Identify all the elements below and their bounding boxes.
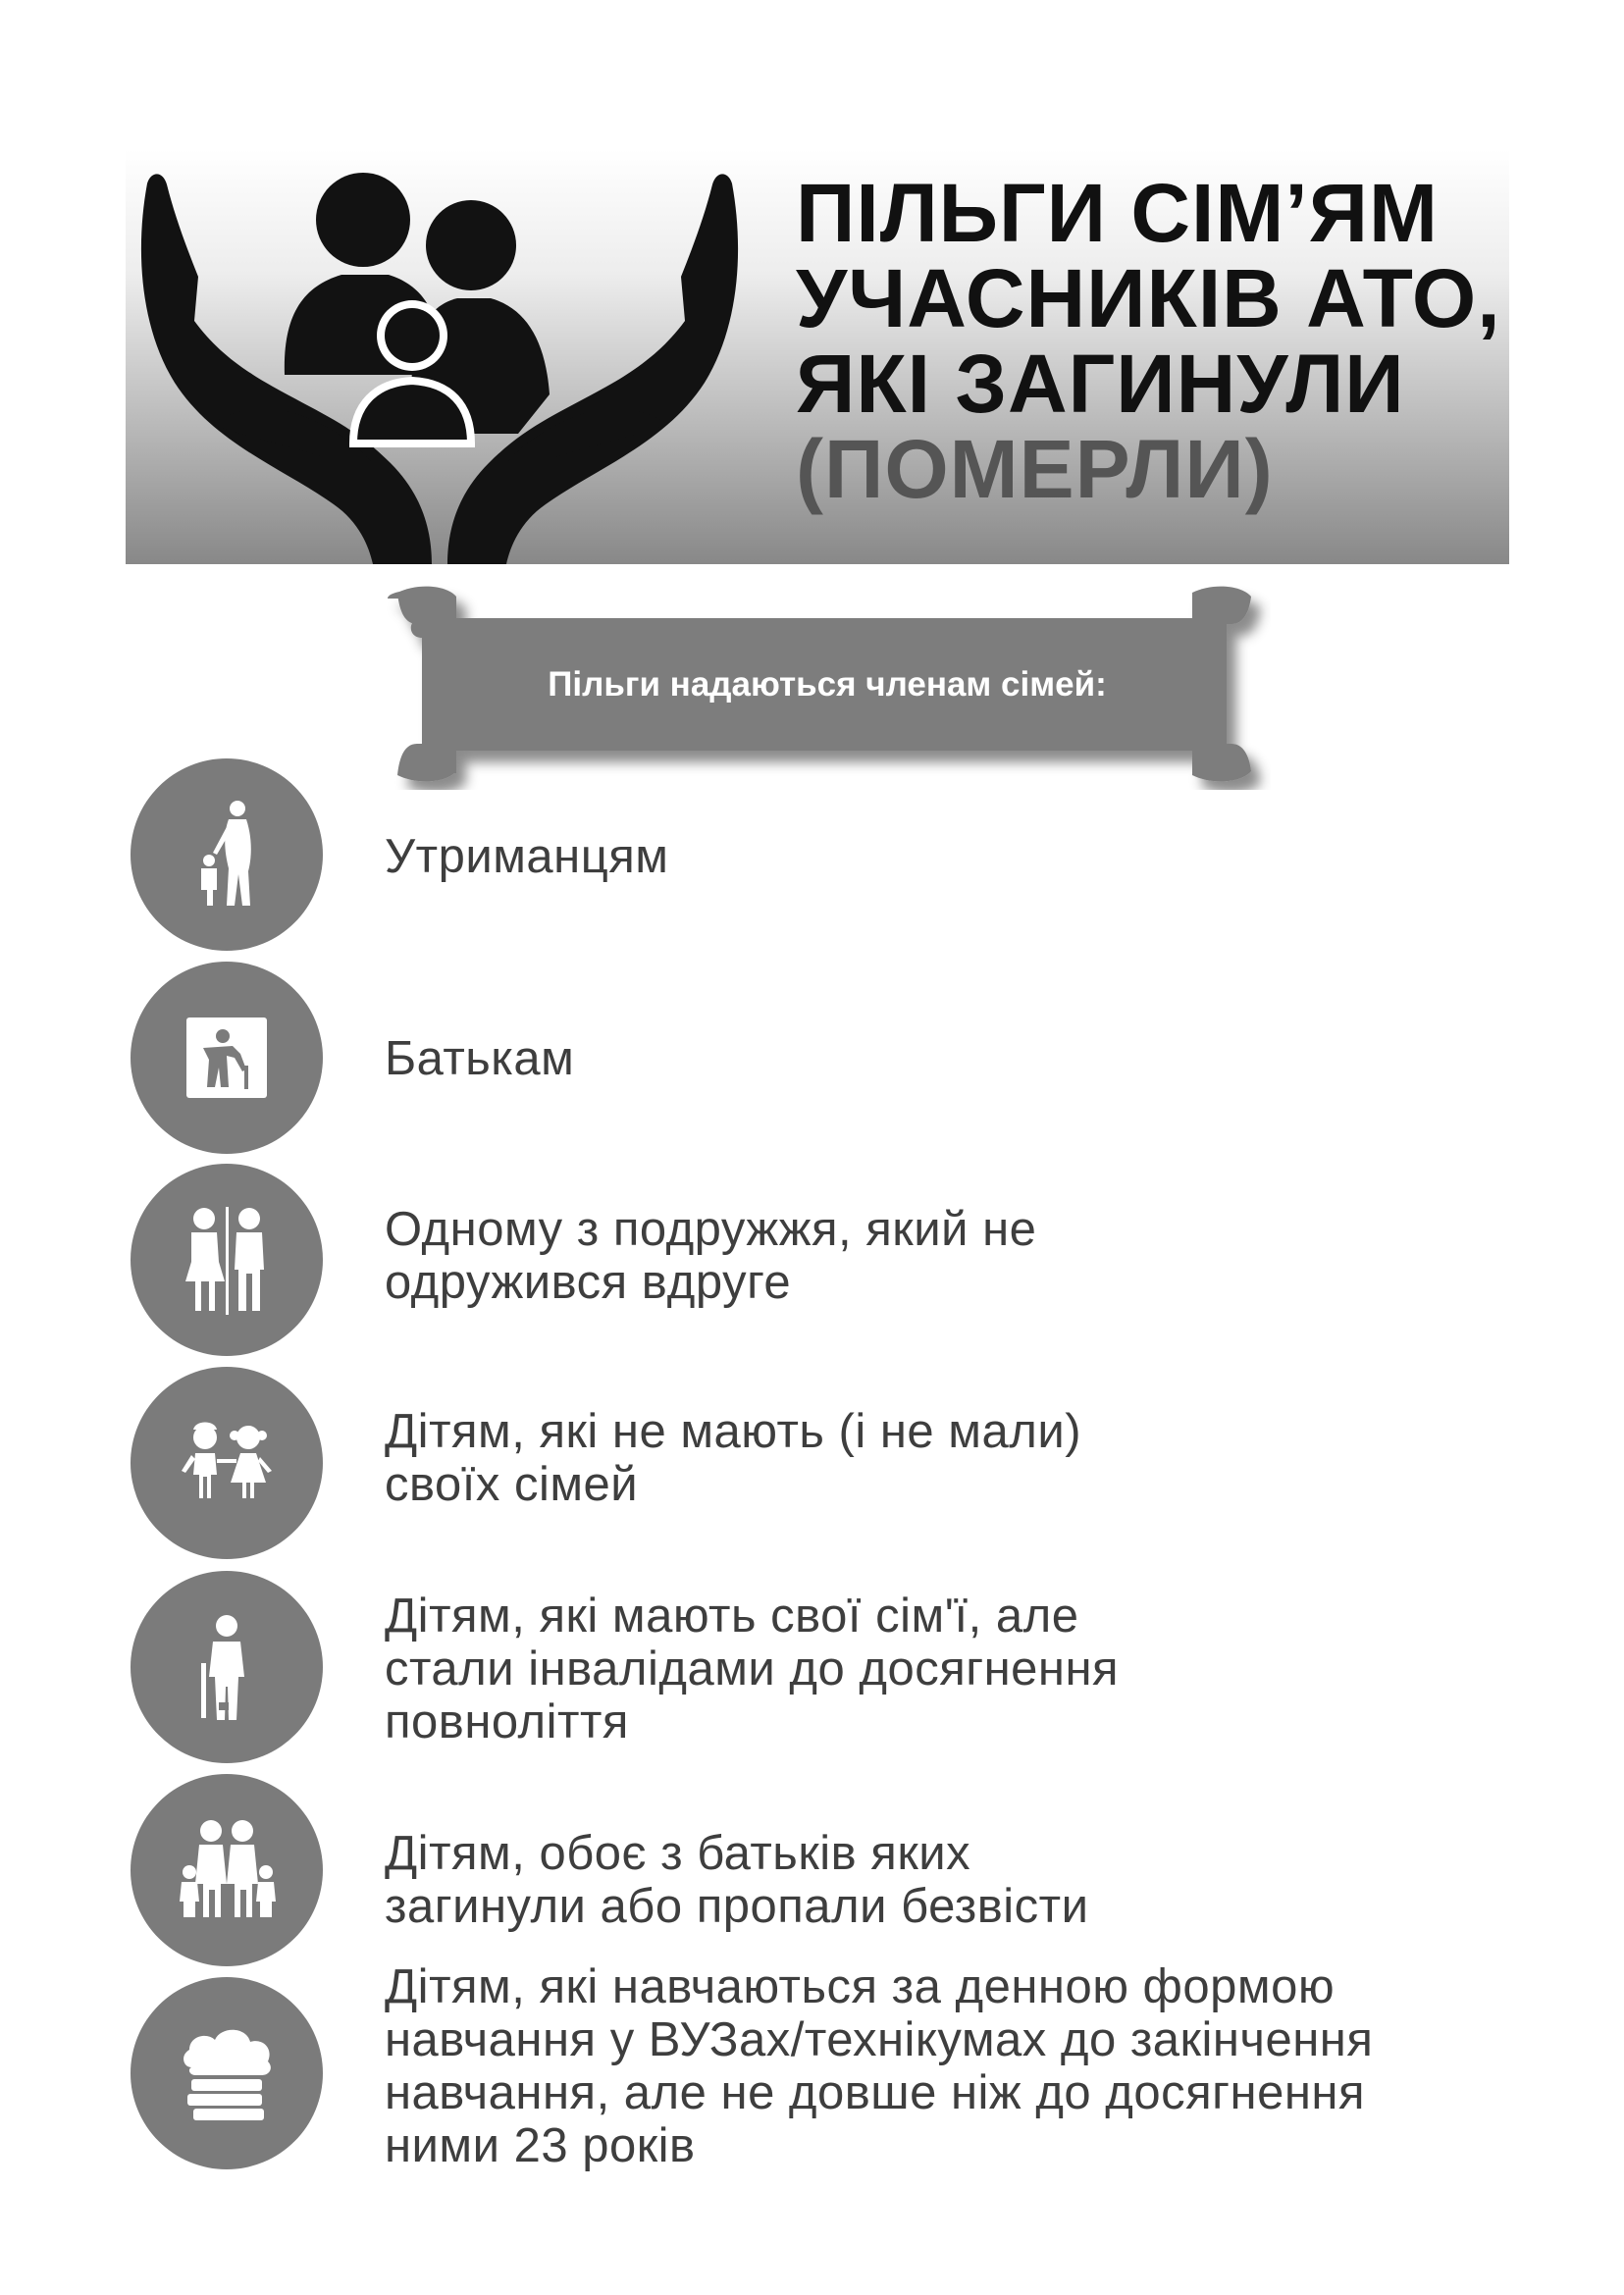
item-2-icon-circle bbox=[131, 962, 323, 1154]
item-3-line-1: Одному з подружжя, який не bbox=[385, 1203, 1037, 1256]
item-7-text bbox=[385, 1960, 1513, 2172]
item-1-text bbox=[385, 830, 1513, 883]
parent-with-child-icon bbox=[131, 758, 323, 951]
family-icon bbox=[131, 1774, 323, 1966]
item-2-text bbox=[385, 1032, 1513, 1085]
banner-text: Пільги надаються членам сімей: bbox=[548, 665, 1107, 704]
item-4-icon-circle bbox=[131, 1367, 323, 1559]
children-icon bbox=[131, 1367, 323, 1559]
item-6-line-1: Дітям, обоє з батьків яких bbox=[385, 1827, 971, 1880]
title-line-3: ЯКІ ЗАГИНУЛИ bbox=[796, 338, 1405, 430]
books-icon bbox=[131, 1977, 323, 2169]
item-3-text bbox=[385, 1203, 1513, 1309]
item-5-line-3: повноліття bbox=[385, 1695, 629, 1748]
item-6-text bbox=[385, 1827, 1513, 1933]
title-line-2: УЧАСНИКІВ АТО, bbox=[796, 252, 1501, 344]
family-in-hands-icon bbox=[126, 130, 754, 564]
item-7-icon-circle bbox=[131, 1977, 323, 2169]
item-6-icon-circle bbox=[131, 1774, 323, 1966]
page-title bbox=[796, 167, 1502, 515]
item-2-line-1: Батькам bbox=[385, 1032, 575, 1085]
couple-icon bbox=[131, 1164, 323, 1356]
item-5-text bbox=[385, 1590, 1513, 1748]
disabled-person-icon bbox=[131, 1571, 323, 1763]
title-line-1: ПІЛЬГИ СІМ’ЯМ bbox=[796, 167, 1440, 259]
item-4-text bbox=[385, 1405, 1513, 1511]
item-7-line-2: навчання у ВУЗах/технікумах до закінчення bbox=[385, 2013, 1374, 2066]
item-5-icon-circle bbox=[131, 1571, 323, 1763]
item-6-line-2: загинули або пропали безвісти bbox=[385, 1880, 1089, 1933]
header-banner bbox=[126, 149, 1509, 564]
item-1-line-1: Утриманцям bbox=[385, 830, 669, 883]
item-3-icon-circle bbox=[131, 1164, 323, 1356]
item-7-line-3: навчання, але не довше ніж до досягнення bbox=[385, 2066, 1365, 2119]
item-5-line-2: стали інвалідами до досягнення bbox=[385, 1643, 1120, 1695]
item-5-line-1: Дітям, які мають свої сім'ї, але bbox=[385, 1590, 1079, 1643]
item-7-line-4: ними 23 років bbox=[385, 2119, 696, 2172]
title-line-4: (ПОМЕРЛИ) bbox=[796, 423, 1274, 515]
item-1-icon-circle bbox=[131, 758, 323, 951]
item-7-line-1: Дітям, які навчаються за денною формою bbox=[385, 1960, 1336, 2013]
elderly-person-sign-icon bbox=[131, 962, 323, 1154]
item-3-line-2: одружився вдруге bbox=[385, 1256, 792, 1309]
item-4-line-1: Дітям, які не мають (і не мали) bbox=[385, 1405, 1082, 1458]
item-4-line-2: своїх сімей bbox=[385, 1458, 639, 1511]
